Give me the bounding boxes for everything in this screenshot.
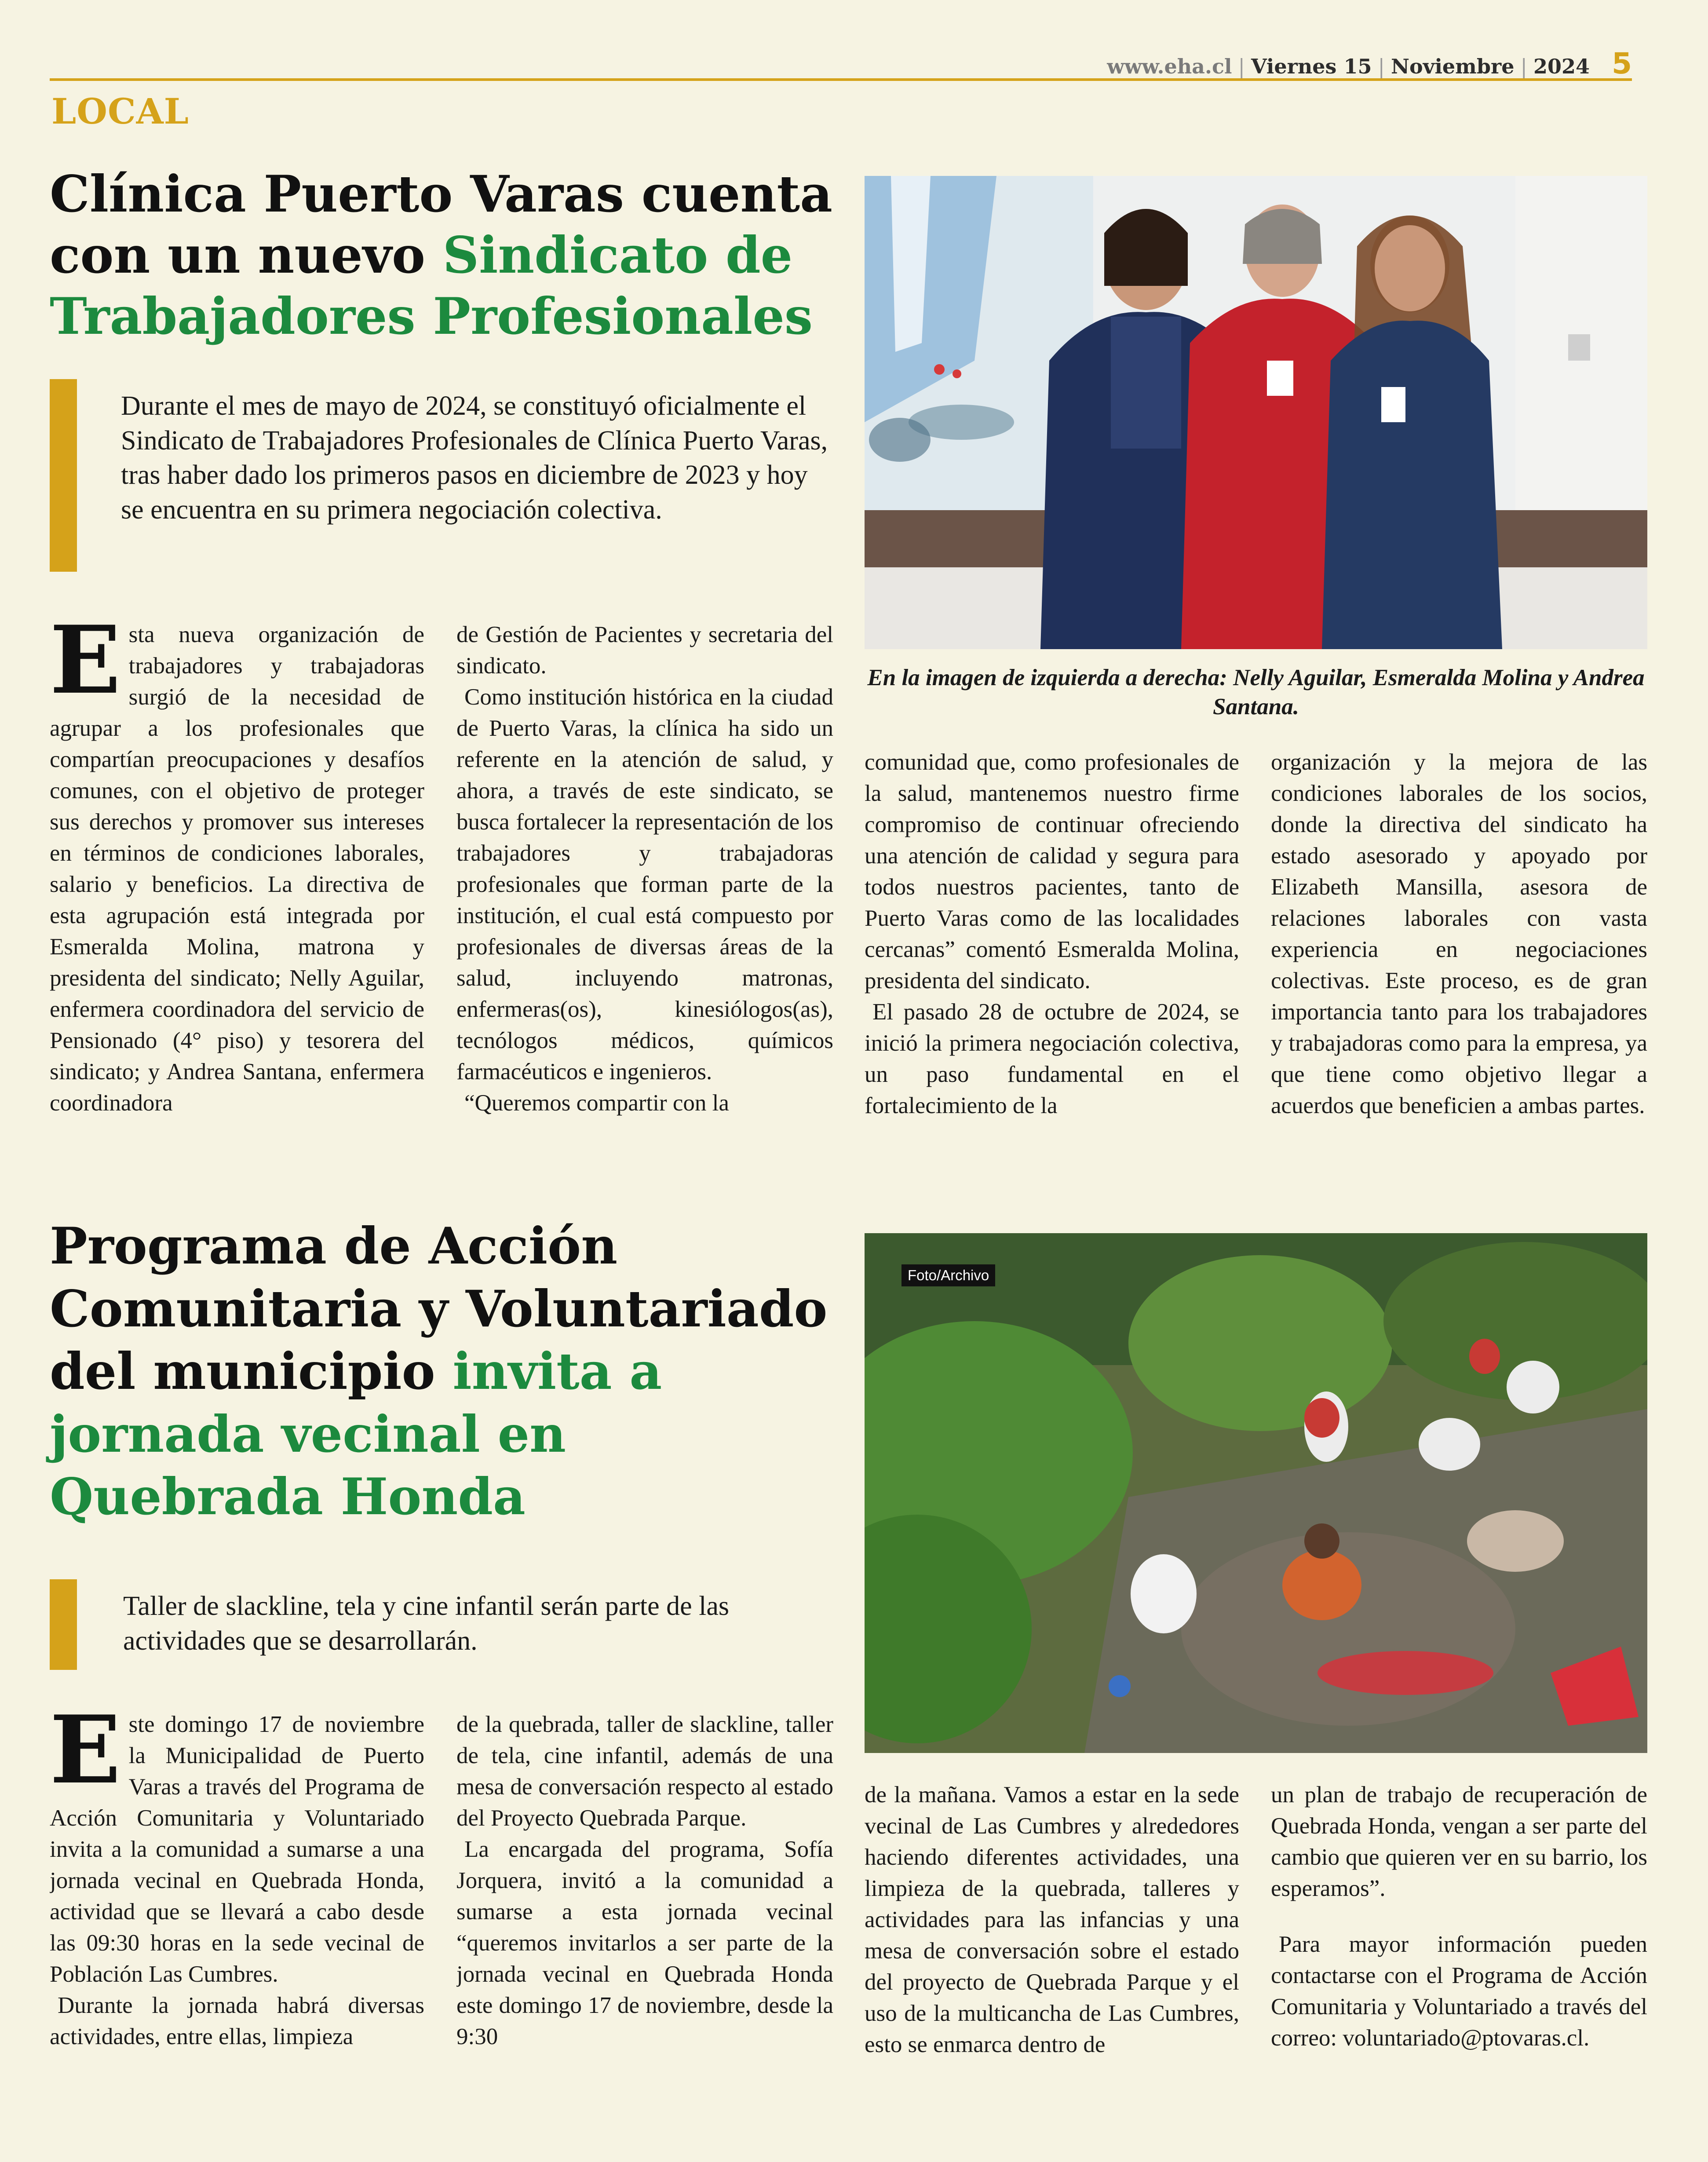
article1-headline: Clínica Puerto Varas cuenta con un nuevo Sindicato de Trabajadores Profesionales	[50, 164, 832, 346]
article1-column-1: Esta nueva organización de trabajadores y trabajadoras surgió de la necesidad de agrupar a los profesionales que compartían preocupaciones y desafíos comunes, con el objetivo de proteger sus derechos y promover sus intereses en términos de condiciones laborales, salario y beneficios. La directiva de esta agrupación está integrada por Esmeralda Molina, matrona y presidenta del sindicato; Nelly Aguilar, enfermera coordinadora del servicio de Pensionado (4° piso) y tesorera del sindicato; y Andrea Santana, enfermera coordinadora	[50, 619, 424, 1116]
article2-contact-paragraph: Para mayor información pueden contactarse con el Programa de Acción Comunitaria y Voluntariado a través del correo: voluntariado@ptovaras.cl.	[1271, 1932, 1647, 2051]
date-weekday-day: Viernes 15	[1251, 55, 1372, 78]
article1-column-2: de Gestión de Pacientes y secretaria del sindicato. Como institución histórica en la ciudad de Puerto Varas, la clínica ha sido un referente en la atención de salud, y ahora, a través de este sindicato, se busca fortalecer la representación de los trabajadores y trabajadoras profesionales que forman parte de la institución, el cual está compuesto por profesionales de diversas áreas de la salud, incluyendo matronas, enfermeras(os), kinesiólogos(as), tecnólogos médicos, químicos farmacéuticos e ingenieros. “Queremos compartir con la	[456, 622, 833, 1116]
date-year: 2024	[1533, 55, 1590, 78]
article1-dropcap: E	[50, 619, 121, 715]
article2-photo-credit: Foto/Archivo	[901, 1264, 995, 1286]
article2-lead-bar	[50, 1579, 77, 1670]
page-number: 5	[1612, 47, 1632, 80]
article2-photo	[865, 1233, 1647, 1753]
masthead-info: www.eha.cl | Viernes 15 | Noviembre | 2024 5	[1107, 47, 1632, 80]
article2-column-2: de la quebrada, taller de slackline, taller de tela, cine infantil, además de una mesa de conversación respecto al estado del Proyecto Quebrada Parque. La encargada del programa, Sofía Jorquera, invitó a la comunidad a sumarse a esta jornada vecinal “queremos invitarlos a ser parte de la jornada vecinal en Quebrada Honda este domingo 17 de noviembre, desde la 9:30	[456, 1712, 833, 2050]
article2-column-1: Este domingo 17 de noviembre la Municipalidad de Puerto Varas a través del Programa de Acción Comunitaria y Voluntariado invita a la comunidad a sumarse a una jornada vecinal en Quebrada Honda, actividad que se llevará a cabo desde las 09:30 horas en la sede vecinal de Población Las Cumbres. Durante la jornada habrá diversas actividades, entre ellas, limpieza	[50, 1709, 424, 2050]
article1-column-4: organización y la mejora de las condiciones laborales de los socios, donde la directiva del sindicato ha estado asesorado y apoyado por Elizabeth Mansilla, asesora de relaciones laborales con vasta experiencia en negociaciones colectivas. Este proceso, es de gran importancia tanto para los trabajadores y trabajadoras como para la empresa, ya que tiene como objetivo llegar a acuerdos que beneficien a ambas partes.	[1271, 749, 1647, 1119]
article1-photo-caption: En la imagen de izquierda a derecha: Nelly Aguilar, Esmeralda Molina y Andrea Santana.	[867, 665, 1645, 720]
section-label: LOCAL	[51, 91, 189, 132]
date-month: Noviembre	[1390, 55, 1515, 78]
article2-column-3: de la mañana. Vamos a estar en la sede vecinal de Las Cumbres y alrededores haciendo diferentes actividades, una limpieza de la quebrada, talleres y actividades para las infancias y una mesa de conversación sobre el estado del proyecto de Quebrada Parque y el uso de la multicancha de Las Cumbres, esto se enmarca dentro de	[865, 1782, 1239, 2058]
article1-photo	[865, 176, 1647, 649]
article2-lead: Taller de slackline, tela y cine infantil serán parte de las actividades que se desarrollarán.	[123, 1591, 729, 1656]
article1-lead: Durante el mes de mayo de 2024, se constituyó oficialmente el Sindicato de Trabajadores Profesionales de Clínica Puerto Varas, tras haber dado los primeros pasos en diciembre de 2023 y hoy se encuentra en su primera negociación colectiva.	[121, 391, 828, 525]
article1-column-3: comunidad que, como profesionales de la salud, mantenemos nuestro firme compromiso de continuar ofreciendo una atención de calidad y segura para todos nuestros pacientes, tanto de Puerto Varas como de las localidades cercanas” comentó Esmeralda Molina, presidenta del sindicato. El pasado 28 de octubre de 2024, se inició la primera negociación colectiva, un paso fundamental en el fortalecimiento de la	[865, 749, 1239, 1119]
website-link[interactable]: www.eha.cl	[1107, 55, 1232, 78]
article2-column-4: un plan de trabajo de recuperación de Quebrada Honda, vengan a ser parte del cambio que quieren ver en su barrio, los esperamos”. Para mayor información pueden contactarse con el Programa de Acción Comunitaria y Voluntariado a través del correo: voluntariado@ptovaras.cl.	[1271, 1779, 1647, 2105]
article2-dropcap: E	[50, 1709, 121, 1804]
masthead	[50, 42, 1632, 81]
article2-headline: Programa de Acción Comunitaria y Voluntariado del municipio invita a jornada vecinal en Quebrada Honda	[50, 1216, 828, 1526]
article1-lead-bar	[50, 379, 77, 572]
